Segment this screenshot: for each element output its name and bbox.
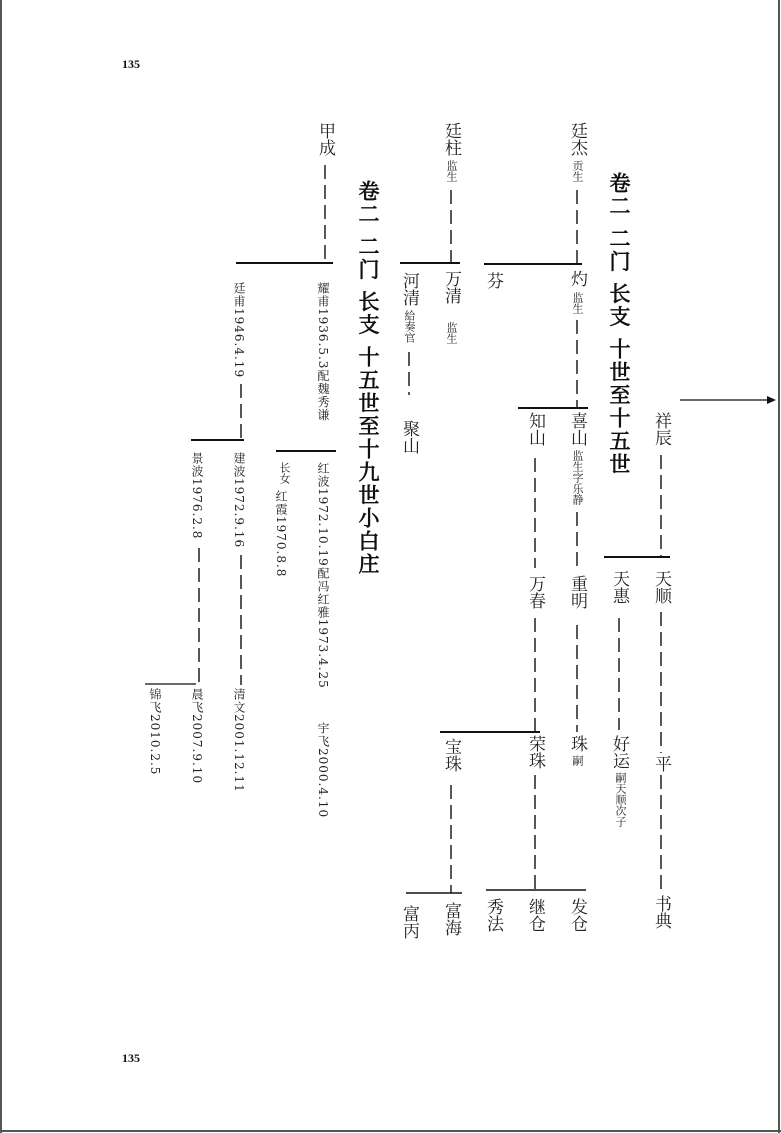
person-baozhu: 宝珠: [441, 738, 461, 772]
person-xiangchen: 祥辰: [651, 412, 671, 446]
person-jiacheng: 甲成: [315, 122, 335, 156]
person-zhu: 珠: [567, 735, 587, 752]
person-jianbo: 建波1972.9.16: [232, 452, 246, 549]
person-yufei: 宇飞2000.4.10: [316, 722, 330, 819]
note-zhu: 嗣: [571, 755, 584, 766]
note-tingzhu: 监生: [445, 160, 458, 182]
person-hongxia: 红霞1970.8.8: [274, 490, 288, 578]
person-jushan: 聚山: [399, 420, 419, 454]
person-jinfei: 锦飞2010.2.5: [148, 688, 162, 776]
person-zhishan: 知山: [525, 412, 545, 446]
person-yaofu: 耀甫1936.5.3配魏秀谦: [316, 282, 330, 422]
person-shudian: 书典: [651, 895, 671, 929]
note-wanqing: 监生: [445, 322, 458, 344]
person-tianshun: 天顺: [651, 570, 671, 604]
person-tingjie: 廷杰: [567, 122, 587, 156]
person-jicang: 继仓: [525, 898, 545, 932]
person-fubing: 富丙: [399, 905, 419, 939]
person-xishan: 喜山: [567, 412, 587, 446]
person-facang: 发仓: [567, 898, 587, 932]
person-hongbo: 红波1972.10.19配冯红雅1973.4.25: [316, 462, 330, 689]
note-haoyun: 嗣天顺次子: [614, 772, 627, 827]
person-jingbo: 景波1976.2.8: [190, 452, 204, 540]
person-xiufa: 秀法: [483, 898, 503, 932]
note-zhuo: 监生: [571, 292, 584, 314]
note-xishan: 监生字乐静: [571, 450, 584, 505]
middle-title: 卷二 二门 长支 十五世至十九世小白庄: [356, 180, 380, 576]
note-tingjie: 贡生: [571, 160, 584, 182]
note-heqing: 給奏官: [403, 310, 416, 343]
hongxia-prefix: 长女: [278, 462, 291, 484]
person-fen: 芬: [483, 272, 503, 289]
person-chenfei: 晨飞2007.9.10: [190, 688, 204, 785]
person-ping: 平: [651, 755, 671, 772]
person-wanqing: 万清: [441, 270, 461, 304]
person-heqing: 河清: [399, 272, 419, 306]
page-number-bottom: 135: [122, 1051, 140, 1065]
person-zhuo: 灼: [567, 270, 587, 287]
person-tingzhu: 廷柱: [441, 122, 461, 156]
continuation-arrow-head: [767, 396, 776, 404]
person-fuhai: 富海: [441, 902, 461, 936]
person-zhongming: 重明: [567, 575, 587, 609]
person-qingwen: 清文2001.12.11: [232, 688, 246, 793]
person-tingfu: 廷甫1946.4.19: [232, 282, 246, 379]
person-tianhui: 天惠: [609, 570, 629, 604]
right-title: 卷二 二门 长支 十世至十五世: [607, 172, 631, 476]
person-wanchun: 万春: [525, 575, 545, 609]
page-number-top: 135: [122, 57, 140, 71]
person-haoyun: 好运: [609, 735, 629, 769]
person-rongzhu: 荣珠: [525, 735, 545, 769]
